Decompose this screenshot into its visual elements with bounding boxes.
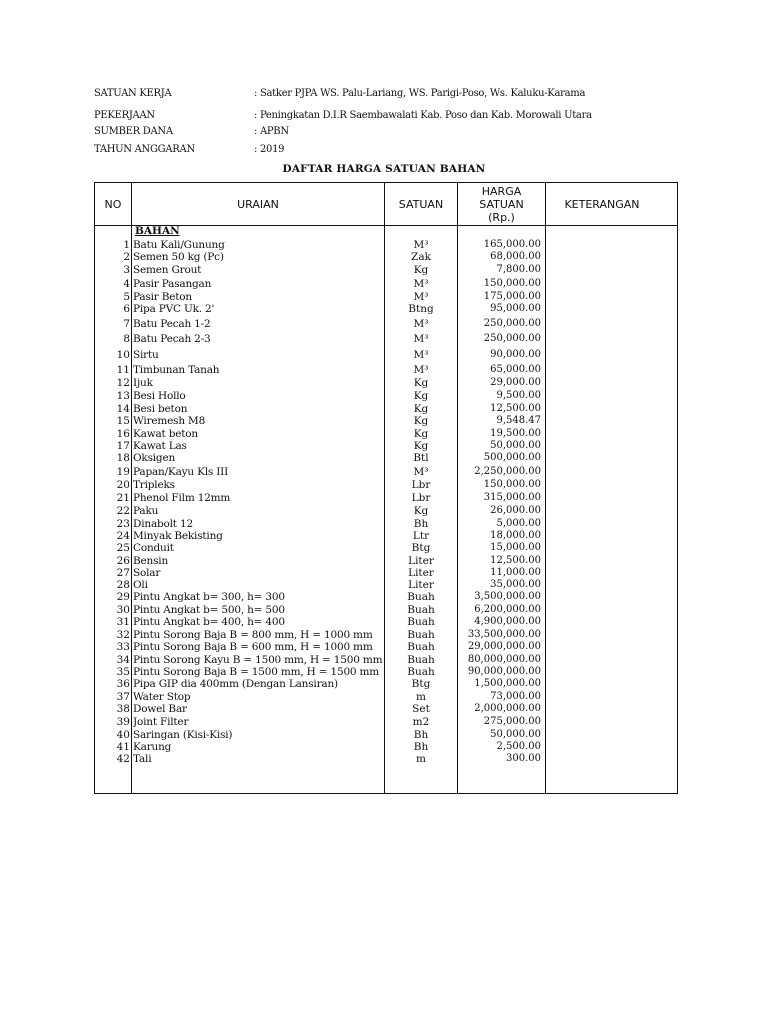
- row-price: 9,500.00: [496, 390, 541, 401]
- row-unit: Buah: [407, 641, 435, 653]
- row-description: Besi Hollo: [133, 390, 186, 402]
- row-price: 175,000.00: [483, 291, 541, 302]
- row-number: 21: [116, 492, 130, 504]
- row-number: 13: [116, 390, 130, 402]
- header-harga-line: (Rp.): [488, 210, 515, 224]
- row-price: 73,000.00: [490, 691, 541, 702]
- row-description: Kawat Las: [133, 440, 187, 452]
- row-description: Kawat beton: [133, 428, 198, 440]
- table-row: [95, 403, 679, 415]
- meta-label: SATUAN KERJA: [94, 88, 172, 99]
- table-row: [95, 377, 679, 389]
- row-price: 150,000.00: [483, 278, 541, 289]
- row-description: Oli: [133, 579, 148, 591]
- table-row: [95, 505, 679, 517]
- row-unit: M³: [413, 333, 429, 345]
- table-row: [95, 390, 679, 402]
- row-number: 39: [116, 716, 130, 728]
- header-harga-line: SATUAN: [479, 197, 524, 211]
- row-unit: Set: [412, 703, 430, 715]
- table-row: [95, 349, 679, 361]
- row-number: 33: [116, 641, 130, 653]
- row-unit: Kg: [413, 505, 429, 517]
- meta-value: : Peningkatan D.I.R Saembawalati Kab. Poso dan Kab. Morowali Utara: [254, 110, 592, 121]
- row-price: 1,500,000.00: [474, 678, 541, 689]
- header-harga-satuan: [458, 183, 545, 225]
- table-row: [95, 440, 679, 452]
- row-description: Semen Grout: [133, 264, 202, 276]
- row-unit: Bh: [413, 518, 429, 530]
- row-description: Pasir Beton: [133, 291, 192, 303]
- row-price: 5,000.00: [496, 518, 541, 529]
- row-number: 1: [123, 239, 130, 251]
- row-price: 165,000.00: [483, 239, 541, 250]
- row-price: 3,500,000.00: [474, 591, 541, 602]
- table-row: [95, 364, 679, 376]
- table-row: [95, 466, 679, 478]
- row-description: Dowel Bar: [133, 703, 187, 715]
- row-description: Pipa PVC Uk. 2': [133, 303, 215, 315]
- row-price: 12,500.00: [490, 555, 541, 566]
- row-number: 36: [116, 678, 130, 690]
- row-unit: m: [416, 691, 426, 703]
- row-price: 2,250,000.00: [474, 466, 541, 477]
- document-title: DAFTAR HARGA SATUAN BAHAN: [282, 163, 486, 175]
- table-row: [95, 251, 679, 263]
- row-description: Pintu Angkat b= 500, h= 500: [133, 604, 285, 616]
- row-price: 80,000,000.00: [467, 654, 541, 665]
- table-row: [95, 479, 679, 491]
- row-price: 11,000.00: [490, 567, 541, 578]
- header-no: NO: [104, 197, 122, 211]
- row-price: 315,000.00: [483, 492, 541, 503]
- row-price: 90,000,000.00: [467, 666, 541, 677]
- row-unit: Lbr: [411, 492, 431, 504]
- row-number: 22: [116, 505, 130, 517]
- row-price: 9,548.47: [496, 415, 541, 426]
- table-row: [95, 579, 679, 591]
- row-description: Sirtu: [133, 349, 159, 361]
- table-row: [95, 518, 679, 530]
- row-description: Tripleks: [133, 479, 175, 491]
- row-unit: M³: [413, 349, 429, 361]
- row-price: 33,500,000.00: [467, 629, 541, 640]
- table-row: [95, 264, 679, 276]
- row-unit: Lbr: [411, 479, 431, 491]
- row-number: 5: [123, 291, 130, 303]
- row-unit: Kg: [413, 403, 429, 415]
- meta-value: : Satker PJPA WS. Palu-Lariang, WS. Parigi-Poso, Ws. Kaluku-Karama: [254, 88, 586, 99]
- row-price: 7,800.00: [496, 264, 541, 275]
- row-unit: Kg: [413, 390, 429, 402]
- meta-label: PEKERJAAN: [94, 110, 155, 121]
- row-unit: Buah: [407, 629, 435, 641]
- table-row: [95, 604, 679, 616]
- row-number: 31: [116, 616, 130, 628]
- row-unit: M³: [413, 239, 429, 251]
- header-satuan: SATUAN: [398, 197, 444, 211]
- row-unit: Buah: [407, 654, 435, 666]
- row-unit: Btl: [413, 452, 429, 464]
- row-description: Tali: [133, 753, 152, 765]
- row-number: 30: [116, 604, 130, 616]
- table-row: [95, 542, 679, 554]
- row-unit: Btg: [411, 678, 431, 690]
- row-price: 250,000.00: [483, 333, 541, 344]
- row-price: 2,500.00: [496, 741, 541, 752]
- row-number: 35: [116, 666, 130, 678]
- row-price: 6,200,000.00: [474, 604, 541, 615]
- table-row: [95, 452, 679, 464]
- row-number: 2: [123, 251, 130, 263]
- row-number: 8: [123, 333, 130, 345]
- row-description: Oksigen: [133, 452, 176, 464]
- row-number: 24: [116, 530, 130, 542]
- table-row: [95, 530, 679, 542]
- table-row: [95, 318, 679, 330]
- table-row: [95, 678, 679, 690]
- table-row: [95, 333, 679, 345]
- row-description: Saringan (Kisi-Kisi): [133, 729, 233, 741]
- row-description: Pintu Sorong Baja B = 1500 mm, H = 1500 mm: [133, 666, 380, 678]
- row-description: Pintu Sorong Baja B = 800 mm, H = 1000 mm: [133, 629, 373, 641]
- row-price: 50,000.00: [490, 729, 541, 740]
- header-harga-line: HARGA: [481, 184, 522, 198]
- row-unit: M³: [413, 364, 429, 376]
- header-divider: [95, 225, 677, 226]
- table-row: [95, 666, 679, 678]
- price-table: [94, 182, 678, 794]
- row-unit: M³: [413, 466, 429, 478]
- row-number: 15: [116, 415, 130, 427]
- row-unit: Liter: [408, 579, 434, 591]
- row-description: Paku: [133, 505, 159, 517]
- row-unit: Kg: [413, 415, 429, 427]
- row-price: 26,000.00: [490, 505, 541, 516]
- row-price: 50,000.00: [490, 440, 541, 451]
- row-number: 16: [116, 428, 130, 440]
- row-number: 12: [116, 377, 130, 389]
- header-keterangan: KETERANGAN: [564, 197, 640, 211]
- table-row: [95, 567, 679, 579]
- row-unit: Buah: [407, 604, 435, 616]
- row-description: Pintu Angkat b= 400, h= 400: [133, 616, 285, 628]
- row-unit: Kg: [413, 428, 429, 440]
- table-row: [95, 691, 679, 703]
- row-description: Pasir Pasangan: [133, 278, 212, 290]
- row-price: 29,000,000.00: [467, 641, 541, 652]
- row-description: Wiremesh M8: [133, 415, 206, 427]
- row-number: 42: [116, 753, 130, 765]
- row-number: 19: [116, 466, 130, 478]
- row-unit: Kg: [413, 264, 429, 276]
- row-description: Pintu Sorong Kayu B = 1500 mm, H = 1500 mm: [133, 654, 383, 666]
- row-description: Solar: [133, 567, 161, 579]
- row-price: 90,000.00: [490, 349, 541, 360]
- table-row: [95, 428, 679, 440]
- row-price: 250,000.00: [483, 318, 541, 329]
- row-description: Karung: [133, 741, 172, 753]
- row-description: Conduit: [133, 542, 174, 554]
- row-unit: Ltr: [412, 530, 430, 542]
- row-unit: Buah: [407, 666, 435, 678]
- row-price: 65,000.00: [490, 364, 541, 375]
- row-description: Water Stop: [133, 691, 191, 703]
- row-unit: M³: [413, 318, 429, 330]
- row-price: 500,000.00: [483, 452, 541, 463]
- row-number: 10: [116, 349, 130, 361]
- table-row: [95, 492, 679, 504]
- row-price: 29,000.00: [490, 377, 541, 388]
- row-unit: m2: [412, 716, 430, 728]
- row-number: 3: [123, 264, 130, 276]
- row-number: 7: [123, 318, 130, 330]
- row-unit: Kg: [413, 377, 429, 389]
- meta-value: : APBN: [254, 126, 289, 137]
- row-price: 19,500.00: [490, 428, 541, 439]
- row-unit: Btg: [411, 542, 431, 554]
- row-unit: M³: [413, 291, 429, 303]
- row-number: 29: [116, 591, 130, 603]
- row-price: 12,500.00: [490, 403, 541, 414]
- row-price: 15,000.00: [490, 542, 541, 553]
- row-description: Pintu Sorong Baja B = 600 mm, H = 1000 mm: [133, 641, 373, 653]
- row-price: 95,000.00: [490, 303, 541, 314]
- table-row: [95, 753, 679, 765]
- table-row: [95, 654, 679, 666]
- row-description: Semen 50 kg (Pc): [133, 251, 224, 263]
- section-label-bahan: BAHAN: [135, 225, 180, 237]
- row-price: 2,000,000.00: [474, 703, 541, 714]
- table-row: [95, 278, 679, 290]
- row-number: 14: [116, 403, 130, 415]
- row-unit: Kg: [413, 440, 429, 452]
- row-unit: Bh: [413, 729, 429, 741]
- row-unit: Liter: [408, 555, 434, 567]
- row-unit: Zak: [411, 251, 431, 263]
- row-description: Phenol Film 12mm: [133, 492, 231, 504]
- row-description: Pintu Angkat b= 300, h= 300: [133, 591, 285, 603]
- meta-value: : 2019: [254, 144, 285, 155]
- row-unit: Buah: [407, 591, 435, 603]
- row-number: 41: [116, 741, 130, 753]
- table-row: [95, 616, 679, 628]
- row-unit: Liter: [408, 567, 434, 579]
- row-description: Pipa GIP dia 400mm (Dengan Lansiran): [133, 678, 338, 690]
- table-row: [95, 291, 679, 303]
- table-row: [95, 415, 679, 427]
- row-unit: Bh: [413, 741, 429, 753]
- row-unit: Buah: [407, 616, 435, 628]
- row-unit: m: [416, 753, 426, 765]
- table-row: [95, 239, 679, 251]
- row-number: 28: [116, 579, 130, 591]
- row-price: 275,000.00: [483, 716, 541, 727]
- table-row: [95, 629, 679, 641]
- row-number: 40: [116, 729, 130, 741]
- row-number: 26: [116, 555, 130, 567]
- row-number: 32: [116, 629, 130, 641]
- row-description: Timbunan Tanah: [133, 364, 220, 376]
- row-description: Joint Filter: [133, 716, 189, 728]
- row-number: 11: [116, 364, 130, 376]
- row-price: 35,000.00: [490, 579, 541, 590]
- row-number: 25: [116, 542, 130, 554]
- row-description: Dinabolt 12: [133, 518, 193, 530]
- row-price: 4,900,000.00: [474, 616, 541, 627]
- row-description: Ijuk: [133, 377, 153, 389]
- table-row: [95, 555, 679, 567]
- row-price: 150,000.00: [483, 479, 541, 490]
- row-number: 4: [123, 278, 130, 290]
- row-number: 34: [116, 654, 130, 666]
- row-unit: M³: [413, 278, 429, 290]
- row-price: 68,000.00: [490, 251, 541, 262]
- row-description: Besi beton: [133, 403, 188, 415]
- row-description: Papan/Kayu Kls III: [133, 466, 229, 478]
- row-number: 6: [123, 303, 130, 315]
- row-number: 18: [116, 452, 130, 464]
- row-number: 27: [116, 567, 130, 579]
- table-row: [95, 703, 679, 715]
- table-row: [95, 303, 679, 315]
- row-number: 17: [116, 440, 130, 452]
- table-row: [95, 591, 679, 603]
- table-row: [95, 641, 679, 653]
- table-row: [95, 741, 679, 753]
- row-number: 23: [116, 518, 130, 530]
- table-row: [95, 729, 679, 741]
- row-description: Batu Pecah 2-3: [133, 333, 211, 345]
- header-uraian: URAIAN: [237, 197, 279, 211]
- row-number: 20: [116, 479, 130, 491]
- meta-label: TAHUN ANGGARAN: [94, 144, 195, 155]
- table-row: [95, 716, 679, 728]
- row-description: Batu Pecah 1-2: [133, 318, 211, 330]
- row-price: 300.00: [506, 753, 541, 764]
- meta-label: SUMBER DANA: [94, 126, 173, 137]
- row-description: Minyak Bekisting: [133, 530, 223, 542]
- row-description: Batu Kali/Gunung: [133, 239, 225, 251]
- row-description: Bensin: [133, 555, 169, 567]
- row-number: 37: [116, 691, 130, 703]
- row-unit: Btng: [408, 303, 434, 315]
- row-number: 38: [116, 703, 130, 715]
- row-price: 18,000.00: [490, 530, 541, 541]
